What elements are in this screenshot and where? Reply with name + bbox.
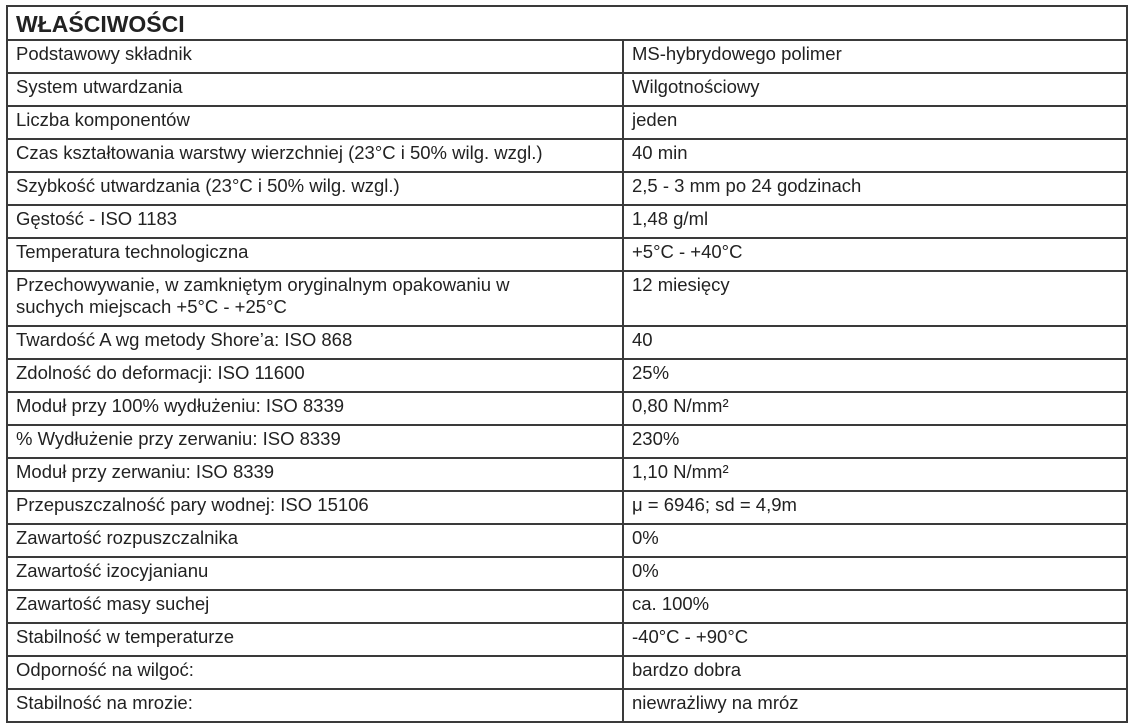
property-label: Zdolność do deformacji: ISO 11600 (7, 359, 623, 392)
property-value: 0% (623, 524, 1127, 557)
property-label: Stabilność na mrozie: (7, 689, 623, 722)
property-value: ca. 100% (623, 590, 1127, 623)
property-value: 0,80 N/mm² (623, 392, 1127, 425)
table-row (7, 172, 1127, 205)
property-value: -40°C - +90°C (623, 623, 1127, 656)
property-label-line2: suchych miejscach +5°C - +25°C (16, 296, 287, 317)
table-row (7, 491, 1127, 524)
property-label: Liczba komponentów (7, 106, 623, 139)
property-value: 40 (623, 326, 1127, 359)
property-value: niewrażliwy na mróz (623, 689, 1127, 722)
property-label: Moduł przy 100% wydłużeniu: ISO 8339 (7, 392, 623, 425)
property-label: Zawartość masy suchej (7, 590, 623, 623)
property-label: Stabilność w temperaturze (7, 623, 623, 656)
table-row (7, 326, 1127, 359)
property-value: 1,10 N/mm² (623, 458, 1127, 491)
property-label: Przepuszczalność pary wodnej: ISO 15106 (7, 491, 623, 524)
property-label: Podstawowy składnik (7, 40, 623, 73)
property-label: Zawartość izocyjanianu (7, 557, 623, 590)
property-label: Czas kształtowania warstwy wierzchniej (23°C i 50% wilg. wzgl.) (7, 139, 623, 172)
property-label: Szybkość utwardzania (23°C i 50% wilg. wzgl.) (7, 172, 623, 205)
table-row (7, 557, 1127, 590)
property-label: Temperatura technologiczna (7, 238, 623, 271)
property-label (7, 271, 623, 326)
table-row (7, 392, 1127, 425)
property-value: μ = 6946; sd = 4,9m (623, 491, 1127, 524)
property-value: 25% (623, 359, 1127, 392)
property-label: Odporność na wilgoć: (7, 656, 623, 689)
table-row (7, 271, 1127, 326)
table-row (7, 458, 1127, 491)
properties-table (6, 5, 1128, 723)
property-label-line1: Przechowywanie, w zamkniętym oryginalnym opakowaniu w (16, 274, 510, 295)
property-value: Wilgotnościowy (623, 73, 1127, 106)
table-row (7, 656, 1127, 689)
table-row (7, 106, 1127, 139)
table-row (7, 40, 1127, 73)
property-value: bardzo dobra (623, 656, 1127, 689)
table-row (7, 524, 1127, 557)
property-label: Moduł przy zerwaniu: ISO 8339 (7, 458, 623, 491)
property-value: 230% (623, 425, 1127, 458)
table-title: WŁAŚCIWOŚCI (7, 6, 1127, 40)
property-label: System utwardzania (7, 73, 623, 106)
property-value: 1,48 g/ml (623, 205, 1127, 238)
property-label: Zawartość rozpuszczalnika (7, 524, 623, 557)
table-row (7, 139, 1127, 172)
table-row (7, 590, 1127, 623)
property-label: Twardość A wg metody Shore’a: ISO 868 (7, 326, 623, 359)
table-row (7, 689, 1127, 722)
table-row (7, 73, 1127, 106)
property-label: Gęstość - ISO 1183 (7, 205, 623, 238)
table-row (7, 359, 1127, 392)
property-value: +5°C - +40°C (623, 238, 1127, 271)
table-row (7, 205, 1127, 238)
table-row (7, 238, 1127, 271)
table-row (7, 425, 1127, 458)
property-value: 40 min (623, 139, 1127, 172)
property-value: 0% (623, 557, 1127, 590)
property-value: jeden (623, 106, 1127, 139)
table-title-row (7, 6, 1127, 40)
property-value: MS-hybrydowego polimer (623, 40, 1127, 73)
table-row (7, 623, 1127, 656)
property-label: % Wydłużenie przy zerwaniu: ISO 8339 (7, 425, 623, 458)
property-value: 2,5 - 3 mm po 24 godzinach (623, 172, 1127, 205)
property-value: 12 miesięcy (623, 271, 1127, 326)
